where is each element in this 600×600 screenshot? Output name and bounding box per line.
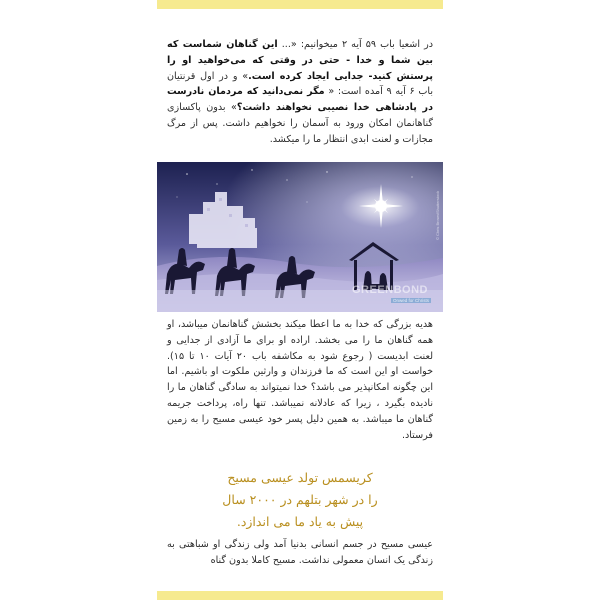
paragraph-jesus-life	[167, 537, 433, 569]
paragraph-gift-forgiveness	[167, 317, 433, 443]
highlight-line-3: پیش به یاد ما می اندازد.	[236, 514, 364, 529]
photo-credit: © Chris Brown/Shutterstock	[435, 190, 440, 240]
corinthians-quote: مگر نمی‌دانید که مردمان نادرست در پادشاهی خدا نصیبی نخواهند داشت؟	[167, 86, 433, 114]
isaiah-quote: این گناهان شماست که بین شما و خدا - حتی در وقتی که می‌خواهید او را پرستش کنید- جدایی ایجاد کرده است.	[167, 39, 433, 82]
watermark-logo: GREENBOND	[352, 284, 429, 296]
highlight-line-2: را در شهر بتلهم در ۲۰۰۰ سال	[222, 492, 378, 507]
paragraph-2-text: هدیه بزرگی که خدا به ما اعطا میکند بخشش گناهانمان میباشد، او همه گناهان ما را می بخشد. اراده او برای ما آزادی از جدایی و لعنت ابدیست ( رجوع شود به مکاشفه باب ۲۰ آیات ۱۰ تا ۱۵). خواست او این است که ما فرزندان و وارثین ملکوت او باشیم. اما این چگونه امکانپذیر می باشد؟ خدا نمیتواند به سادگی گناهان ما را نادیده بگیرد ، زیرا که عادلانه نمیباشد. تنها راه، پرداخت جریمه گناهان ما میباشد. به همین دلیل پسر خود عیسی مسیح را به زمین فرستاد.	[167, 319, 433, 441]
paragraph-1-end: » بدون پاکسازی گناهانمان امکان ورود به آسمان را نخواهیم داشت. پس از مرگ مجازات و لعنت ابدی انتظار ما را میکشد.	[167, 102, 433, 145]
top-color-bar	[157, 0, 443, 9]
watermark-subtitle: Onwed for Christs	[393, 298, 430, 303]
paragraph-sin-separation	[167, 37, 433, 148]
highlight-line-1: کریسمس تولد عیسی مسیح	[227, 470, 373, 485]
leaflet-page	[157, 0, 443, 600]
bottom-color-bar	[157, 591, 443, 600]
paragraph-1-mid: » و در اول قرنتیان باب ۶ آیه ۹ آمده است: «	[167, 70, 433, 98]
paragraph-1-intro: در اشعیا باب ۵۹ آیه ۲ میخوانیم: «...	[277, 39, 433, 50]
paragraph-3-text: عیسی مسیح در جسم انسانی بدنیا آمد ولی زندگی او شباهتی به زندگی یک انسان معمولی نداشت. مسیح کاملا بدون گناه	[167, 539, 433, 566]
paragraph-1-text	[167, 37, 433, 148]
christmas-highlight	[167, 467, 433, 533]
